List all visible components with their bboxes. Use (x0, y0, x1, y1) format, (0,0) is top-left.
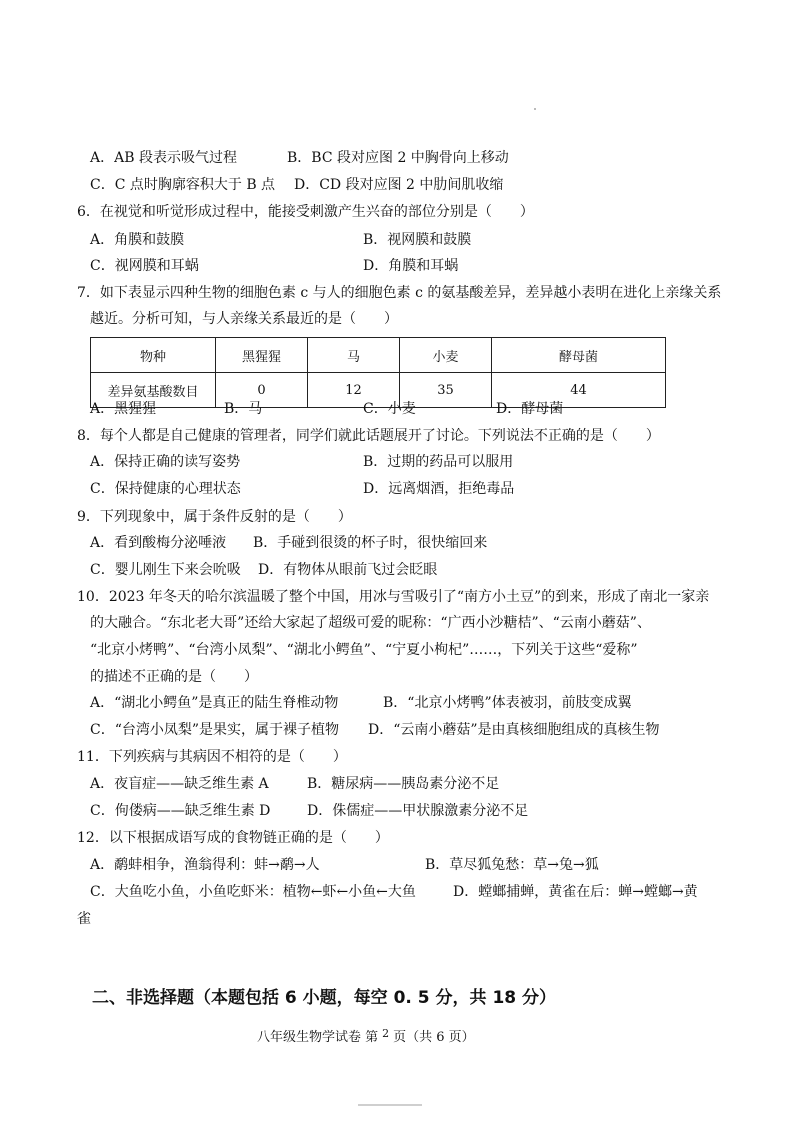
q6-stem: 6．在视觉和听觉形成过程中，能接受刺激产生兴奋的部位分别是（ ） (77, 204, 534, 220)
q11-option-a: A．夜盲症——缺乏维生素 A (90, 776, 269, 792)
q12-option-c: C．大鱼吃小鱼，小鱼吃虾米：植物←虾←小鱼←大鱼 (90, 884, 416, 900)
q10-stem-line-2: 的大融合。“东北老大哥”还给大家起了超级可爱的昵称：“广西小沙糖桔”、“云南小蘑菇”、 (90, 615, 651, 631)
scan-bottom-mark (358, 1104, 422, 1106)
q11-option-c: C．佝偻病——缺乏维生素 D (90, 803, 271, 819)
q5-option-b: B．BC 段对应图 2 中胸骨向上移动 (287, 150, 509, 166)
q7-stem-line-1: 7．如下表显示四种生物的细胞色素 c 与人的细胞色素 c 的氨基酸差异，差异越小表明在进化上亲缘关系 (77, 285, 722, 301)
q7-option-a: A．黑猩猩 (90, 401, 157, 417)
q7-option-c: C．小麦 (363, 401, 416, 417)
table-cell: 差异氨基酸数目 (91, 373, 216, 408)
q8-option-d: D．远离烟酒，拒绝毒品 (363, 481, 515, 497)
section-2-title: 二、非选择题（本题包括 6 小题，每空 0. 5 分，共 18 分） (92, 988, 557, 1008)
q8-option-c: C．保持健康的心理状态 (90, 481, 241, 497)
q9-option-c: C．婴儿刚生下来会吮吸 (90, 562, 241, 578)
q5-option-d: D．CD 段对应图 2 中肋间肌收缩 (294, 177, 504, 193)
q11-stem: 11．下列疾病与其病因不相符的是（ ） (77, 749, 347, 765)
table-header-cell: 物种 (91, 338, 216, 373)
table-header-cell: 酵母菌 (492, 338, 666, 373)
table-header-cell: 小麦 (400, 338, 492, 373)
q10-option-a: A．“湖北小鳄鱼”是真正的陆生脊椎动物 (90, 695, 339, 711)
q5-option-a: A．AB 段表示吸气过程 (90, 150, 237, 166)
table-cell: 44 (492, 373, 666, 408)
q9-option-a: A．看到酸梅分泌唾液 (90, 535, 227, 551)
q12-option-d: D．螳螂捕蝉，黄雀在后：蝉→螳螂→黄 (453, 884, 698, 900)
page-footer (257, 1026, 475, 1045)
q6-option-a: A．角膜和鼓膜 (90, 232, 185, 248)
q8-stem: 8．每个人都是自己健康的管理者，同学们就此话题展开了讨论。下列说法不正确的是（ ） (77, 428, 660, 444)
q11-option-d: D．侏儒症——甲状腺激素分泌不足 (307, 803, 529, 819)
q10-option-b: B．“北京小烤鸭”体表被羽，前肢变成翼 (383, 695, 632, 711)
q8-option-a: A．保持正确的读写姿势 (90, 454, 241, 470)
q10-option-d: D．“云南小蘑菇”是由真核细胞组成的真核生物 (368, 722, 660, 738)
q8-option-b: B．过期的药品可以服用 (363, 454, 514, 470)
scan-speck (534, 108, 536, 110)
table-cell: 12 (308, 373, 400, 408)
q9-stem: 9．下列现象中，属于条件反射的是（ ） (77, 509, 352, 525)
q7-stem-line-2: 越近。分析可知，与人亲缘关系最近的是（ ） (90, 311, 398, 327)
footer-suffix: 页（共 6 页） (393, 1030, 475, 1045)
q12-option-d-continued: 雀 (77, 911, 91, 927)
q12-stem: 12．以下根据成语写成的食物链正确的是（ ） (77, 830, 389, 846)
q6-option-d: D．角膜和耳蜗 (363, 258, 459, 274)
q6-option-c: C．视网膜和耳蜗 (90, 258, 199, 274)
q12-option-b: B．草尽狐兔愁：草→兔→狐 (425, 857, 599, 873)
q9-option-d: D．有物体从眼前飞过会眨眼 (258, 562, 438, 578)
table-cell: 35 (400, 373, 492, 408)
q7-table (90, 337, 666, 408)
footer-page-number: 2 (382, 1027, 390, 1040)
q7-option-d: D．酵母菌 (496, 401, 564, 417)
q10-stem-line-1: 10．2023 年冬天的哈尔滨温暖了整个中国，用冰与雪吸引了“南方小土豆”的到来，形成了南北一家亲 (77, 589, 710, 605)
q10-stem-line-4: 的描述不正确的是（ ） (90, 669, 258, 685)
table-header-row (91, 338, 666, 373)
footer-prefix: 八年级生物学试卷 第 (257, 1030, 379, 1045)
table-header-cell: 马 (308, 338, 400, 373)
q5-option-c: C．C 点时胸廓容积大于 B 点 (90, 177, 276, 193)
table-header-cell: 黑猩猩 (216, 338, 308, 373)
q6-option-b: B．视网膜和鼓膜 (363, 232, 472, 248)
q10-option-c: C．“台湾小凤梨”是果实，属于裸子植物 (90, 722, 340, 738)
q11-option-b: B．糖尿病——胰岛素分泌不足 (307, 776, 500, 792)
table-cell: 0 (216, 373, 308, 408)
q10-stem-line-3: “北京小烤鸭”、“台湾小凤梨”、“湖北小鳄鱼”、“宁夏小枸杞”……，下列关于这些“爱称” (90, 642, 638, 658)
q7-option-b: B．马 (224, 401, 263, 417)
q12-option-a: A．鹬蚌相争，渔翁得利：蚌→鹬→人 (90, 857, 320, 873)
q9-option-b: B．手碰到很烫的杯子时，很快缩回来 (253, 535, 488, 551)
